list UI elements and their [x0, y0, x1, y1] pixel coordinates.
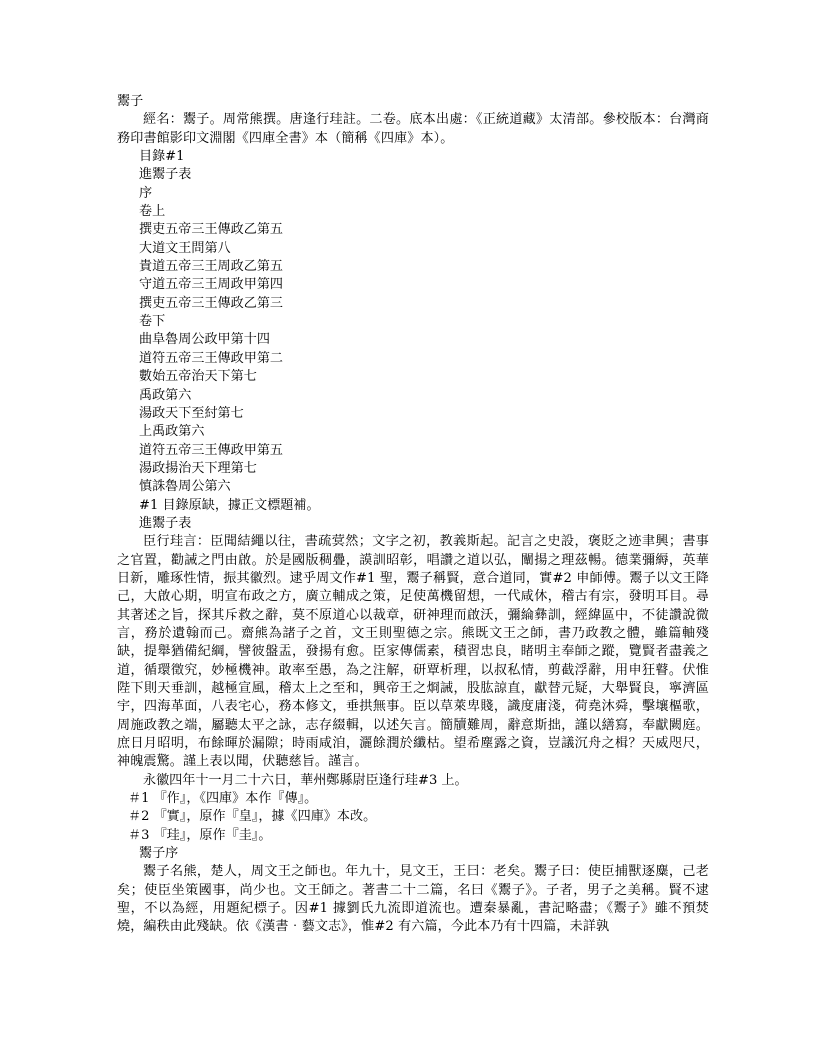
toc-heading: 目錄#1: [139, 149, 185, 165]
toc-item-14[interactable]: 上禹政第六: [139, 424, 205, 440]
section-heading-jin-yuzi-biao: 進鬻子表: [139, 515, 192, 531]
toc-item-6[interactable]: 守道五帝三王周政甲第四: [139, 277, 284, 293]
section-1-signature: 永徽四年十一月二十六日，華州鄭縣尉臣逢行珪#3 上。: [143, 772, 468, 788]
toc-item-11[interactable]: 數始五帝治天下第七: [139, 369, 257, 385]
toc-item-16[interactable]: 湯政揚治天下理第七: [139, 460, 257, 476]
toc-item-12[interactable]: 禹政第六: [139, 387, 192, 403]
toc-item-10[interactable]: 道符五帝三王傳政甲第二: [139, 350, 284, 366]
section-1-body: 臣行珪言：臣聞結繩以往，書疏蓂然；文字之初，教義斯起。記言之史設，褒貶之迹聿興；書事之官置，勸誡之門由啟。於是國版稠疊，謨訓昭彰，唱讚之道以弘，闡揚之理茲暢。德業彌縟，英華日新，雕琢性情，振其徽烈。逮乎周文作#1 聖，鬻子稱賢，意合道同，實#2 申師傅。鬻子以文王降己，大啟心期，明宣布政之方，廣立輔成之策，足使萬機留想，一代咸休，稽古有宗，發明耳目。尋其著述之旨，探其斥救之辭，莫不原道心以裁章，研神理而啟沃，彌綸彝訓，經緯區中，不徒讚說微言，務於遺翰而己。齋熊為諸子之首，文王則聖德之宗。熊既文王之師，書乃政教之體，雖篇軸殘缺，提舉猶備紀綱，譬彼盤盂，發揚有愈。臣家傳儒素，積習忠良，睹明主奉師之蹤，覽賢者盡義之道，循環徵究，妙極機神。敢率至愚，為之注解，研覃析理，以叔私情，剪截浮辭，用申狂瞽。伏惟陛下則天垂訓，越極宣風，稽太上之至和，興帝王之烱誡，股肱諒直，獻替元疑，大舉賢良，寧濟區宇，四海革面，八表宅心，務本修文，垂拱無事。臣以草萊卑賤，識度庸淺，荷堯沐舜，擊壤樞歌，周施政教之端，屬聽太平之詠，志存綴輯，以述矢言。簡牘難周，辭意斯拙，謹以繕寫，奉獻闕庭。庶日月昭明，布餘暉於漏隙；時雨咸洎，灑餘潤於纖枯。望希塵露之資，豈議沉舟之楫？天威咫尺，神魄震驚。謹上表以聞，伏聽慈旨。謹言。: [117, 534, 709, 770]
colophon-paragraph: 經名：鬻子。周常熊撰。唐逢行珪註。二卷。底本出處：《正統道藏》太清部。參校版本：台灣商務印書館影印文淵閣《四庫全書》本（簡稱《四庫》本）。: [117, 112, 709, 146]
toc-note: #1 目錄原缺，據正文標題補。: [139, 497, 320, 513]
toc-item-9[interactable]: 曲阜魯周公政甲第十四: [139, 332, 270, 348]
toc-item-7[interactable]: 撰吏五帝三王傳政乙第三: [139, 295, 284, 311]
page-title: 鬻子: [117, 94, 144, 109]
toc-item-1[interactable]: 序: [139, 185, 153, 201]
toc-item-0[interactable]: 進鬻子表: [139, 167, 192, 183]
document-content: [117, 93, 709, 937]
footnote-3: ＃3 『珪』，原作『圭』。: [128, 827, 272, 843]
footnote-2: ＃2 『實』，原作『皇』，據《四庫》本改。: [128, 809, 377, 825]
toc-item-2[interactable]: 卷上: [139, 204, 166, 220]
toc-item-17[interactable]: 慎誅魯周公第六: [139, 479, 231, 495]
toc-item-15[interactable]: 道符五帝三王傳政甲第五: [139, 442, 284, 458]
footnote-1: ＃1 『作』，《四庫》本作『傳』。: [128, 791, 318, 807]
toc-item-3[interactable]: 撰吏五帝三王傳政乙第五: [139, 222, 284, 238]
toc-item-4[interactable]: 大道文王問第八: [139, 240, 231, 256]
section-2-body: 鬻子名熊，楚人，周文王之師也。年九十，見文王，王曰：老矣。鬻子曰：使臣捕獸逐麋，己老矣；使臣坐策國事，尚少也。文王師之。著書二十二篇，名曰《鬻子》。子者，男子之美稱。賢不逮聖，不以為經，用題紀標子。因#1 據劉氏九流即道流也。遭秦暴亂，書記略盡；《鬻子》雖不預焚燒，編秩由此殘缺。依《漢書‧藝文志》，惟#2 有六篇，今此本乃有十四篇，未詳孰: [117, 864, 709, 935]
toc-item-8[interactable]: 卷下: [139, 314, 166, 330]
toc-item-5[interactable]: 貴道五帝三王周政乙第五: [139, 259, 284, 275]
toc-item-13[interactable]: 湯政天下至紂第七: [139, 405, 244, 421]
section-heading-yuzi-xu: 鬻子序: [139, 846, 179, 862]
